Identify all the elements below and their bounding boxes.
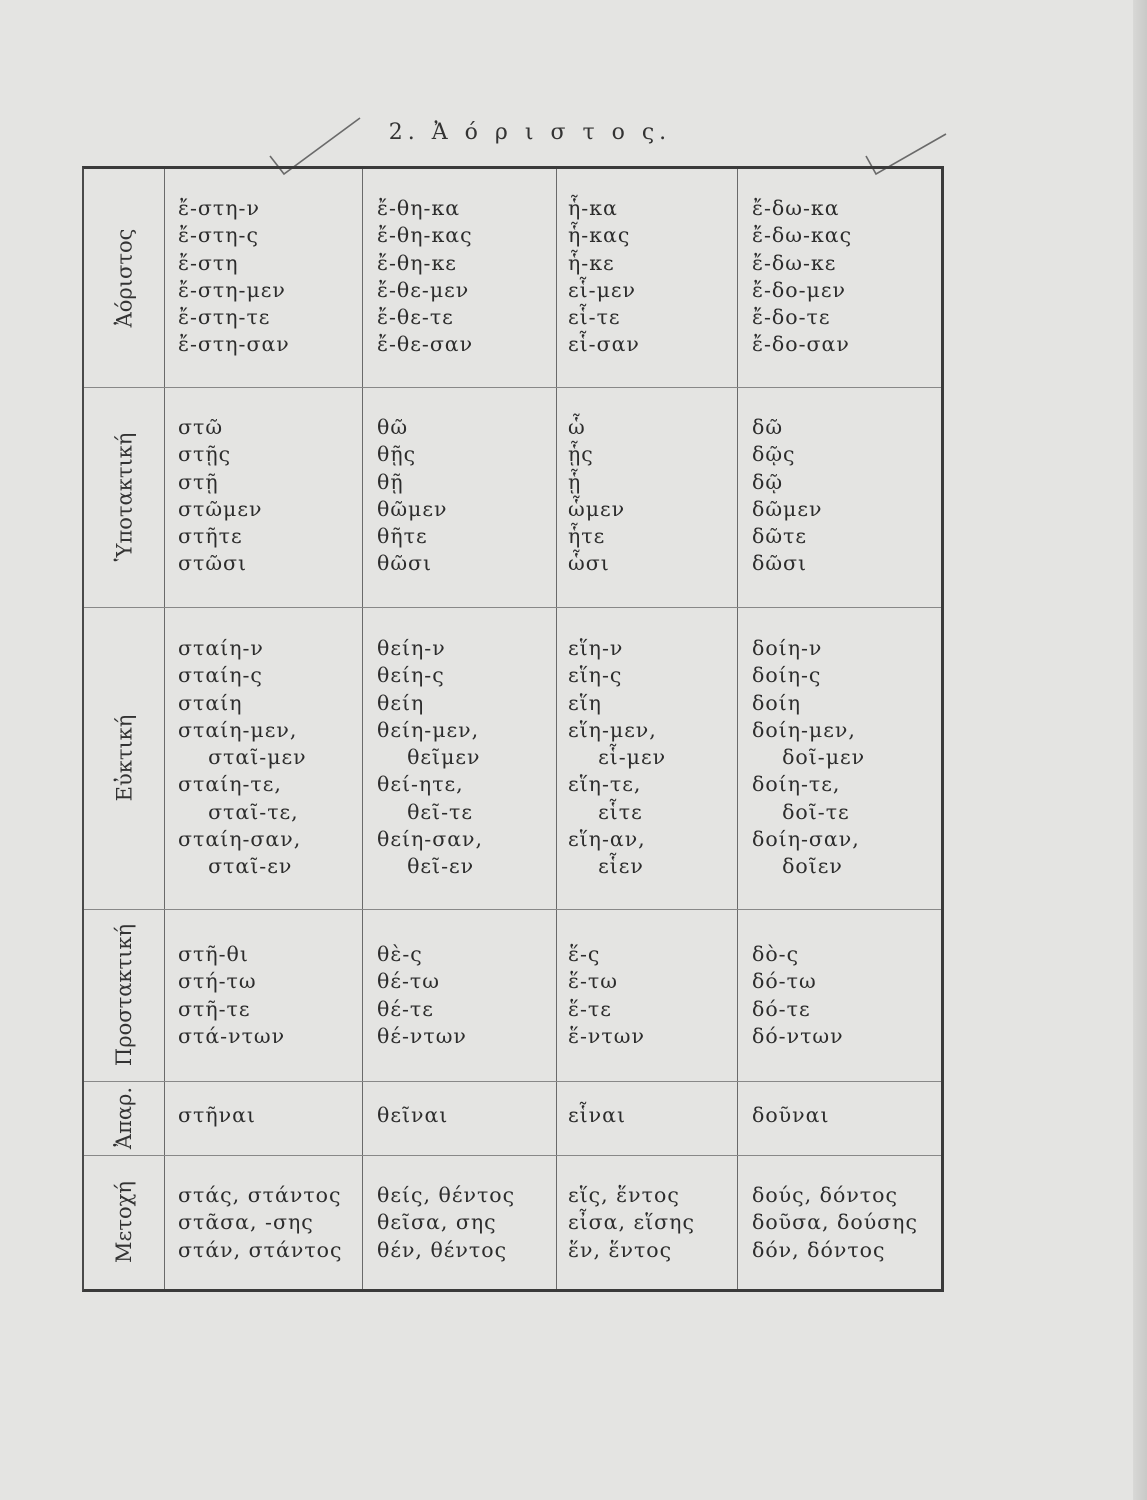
row-divider: [84, 1081, 941, 1082]
label-column-divider: [164, 169, 165, 1289]
form-cell: ἔ-θη-κα ἔ-θη-κας ἔ-θη-κε ἔ-θε-μεν ἔ-θε-τε ἔ-θε-σαν: [377, 196, 474, 357]
aorist-table: [82, 166, 944, 1292]
row-divider: [84, 387, 941, 388]
form-cell: δῶ δῷς δῷ δῶμεν δῶτε δῶσι: [752, 415, 823, 576]
form-cell: θὲ-ς θέ-τω θέ-τε θέ-ντων: [377, 942, 467, 1048]
form-cell: σταίη-ν σταίη-ς σταίη σταίη-μεν, σταῖ-μεν σταίη-τε, σταῖ-τε, σταίη-σαν, σταῖ-εν: [178, 636, 307, 879]
form-cell: ἔ-δω-κα ἔ-δω-κας ἔ-δω-κε ἔ-δο-μεν ἔ-δο-τε ἔ-δο-σαν: [752, 196, 853, 357]
form-cell: εἵη-ν εἵη-ς εἵη εἵη-μεν, εἷ-μεν εἵη-τε, εἷτε εἵη-αν, εἷεν: [568, 636, 667, 879]
form-cell: θεῖναι: [377, 1103, 449, 1127]
row-divider: [84, 607, 941, 608]
form-cell: στῆ-θι στή-τω στῆ-τε στά-ντων: [178, 942, 286, 1048]
form-cell: ἔ-στη-ν ἔ-στη-ς ἔ-στη ἔ-στη-μεν ἔ-στη-τε ἔ-στη-σαν: [178, 196, 290, 357]
column-divider: [362, 169, 363, 1289]
form-cell: θείς, θέντος θεῖσα, σης θέν, θέντος: [377, 1183, 516, 1262]
row-label-optative: Εὐκτική: [112, 714, 136, 802]
form-cell: στάς, στάντος στᾶσα, -σης στάν, στάντος: [178, 1183, 343, 1262]
form-cell: δούς, δόντος δοῦσα, δούσης δόν, δόντος: [752, 1183, 918, 1262]
row-divider: [84, 909, 941, 910]
form-cell: θῶ θῇς θῇ θῶμεν θῆτε θῶσι: [377, 415, 448, 576]
page-edge: [1133, 0, 1147, 1500]
form-cell: στῆναι: [178, 1103, 256, 1127]
form-cell: ἕ-ς ἕ-τω ἕ-τε ἕ-ντων: [568, 942, 645, 1048]
form-cell: δοίη-ν δοίη-ς δοίη δοίη-μεν, δοῖ-μεν δοίη-τε, δοῖ-τε δοίη-σαν, δοῖεν: [752, 636, 866, 879]
row-divider: [84, 1155, 941, 1156]
row-label-aorist: Ἀόριστος: [112, 228, 136, 328]
form-cell: θείη-ν θείη-ς θείη θείη-μεν, θεῖμεν θεί-ητε, θεῖ-τε θείη-σαν, θεῖ-εν: [377, 636, 484, 879]
column-divider: [737, 169, 738, 1289]
row-label-imperative: Προστακτική: [112, 923, 136, 1067]
row-label-infinitive: Ἀπαρ.: [111, 1086, 136, 1150]
form-cell: ὧ ᾗς ᾗ ὧμεν ἧτε ὧσι: [568, 415, 626, 576]
form-cell: δὸ-ς δό-τω δό-τε δό-ντων: [752, 942, 844, 1048]
column-divider: [556, 169, 557, 1289]
row-label-participle: Μετοχή: [112, 1181, 137, 1263]
page-title: 2. Ἀ ό ρ ι σ τ ο ς.: [388, 120, 672, 145]
form-cell: εἷναι: [568, 1103, 627, 1127]
form-cell: εἵς, ἕντος εἶσα, εἵσης ἕν, ἕντος: [568, 1183, 695, 1262]
form-cell: δοῦναι: [752, 1103, 830, 1127]
form-cell: στῶ στῇς στῇ στῶμεν στῆτε στῶσι: [178, 415, 263, 576]
form-cell: ἧ-κα ἧ-κας ἧ-κε εἷ-μεν εἷ-τε εἷ-σαν: [568, 196, 640, 357]
row-label-subjunctive: Ὑποτακτική: [112, 432, 137, 562]
